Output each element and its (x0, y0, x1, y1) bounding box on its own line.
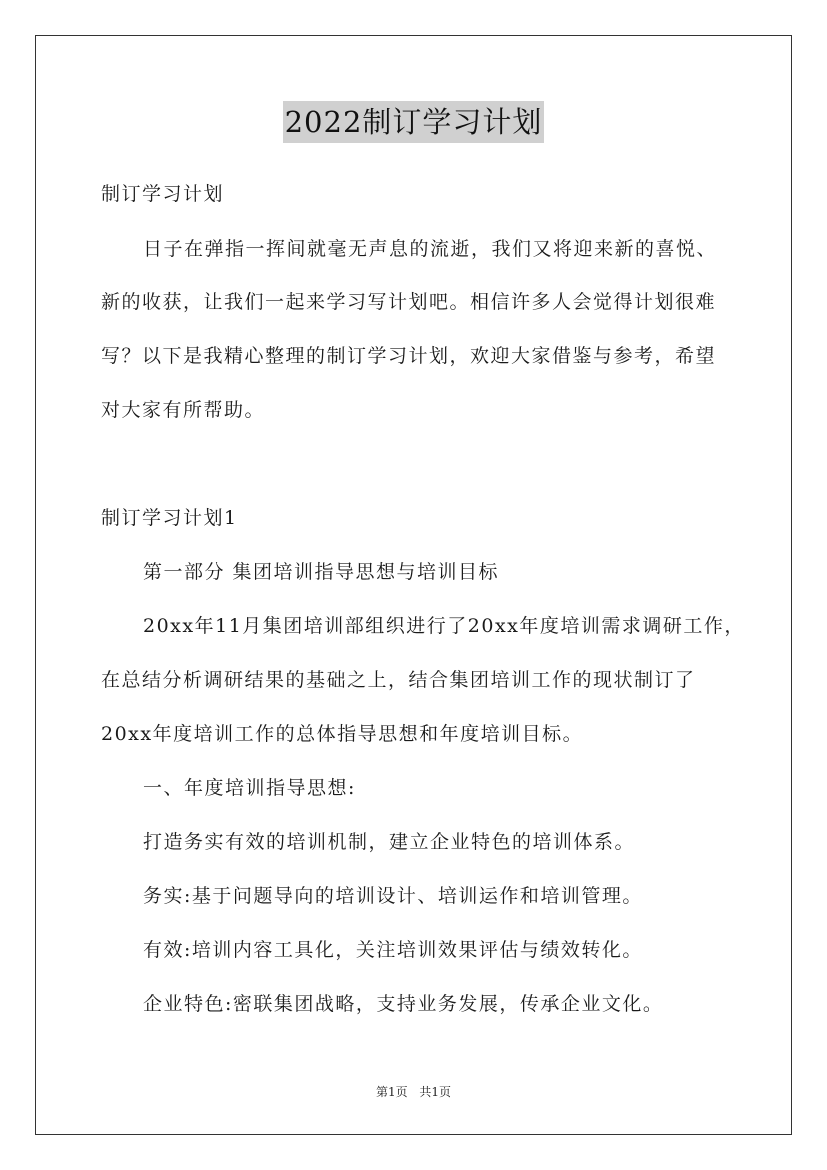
title-container (0, 101, 827, 143)
intro-line-4: 对大家有所帮助。 (101, 399, 266, 421)
document-subtitle: 制订学习计划 (101, 183, 225, 205)
document-title: 2022制订学习计划 (283, 101, 545, 143)
intro-line-3: 写？以下是我精心整理的制订学习计划，欢迎大家借鉴与参考，希望 (101, 345, 717, 367)
item-line-3: 有效:培训内容工具化，关注培训效果评估与绩效转化。 (143, 939, 643, 961)
item-line-4: 企业特色:密联集团战略，支持业务发展，传承企业文化。 (143, 993, 664, 1015)
para-line-1: 20xx年11月集团培训部组织进行了20xx年度培训需求调研工作， (143, 615, 745, 637)
page-number: 第1页 (375, 1085, 408, 1099)
part-heading: 第一部分 集团培训指导思想与培训目标 (143, 561, 500, 583)
para-line-2: 在总结分析调研结果的基础之上，结合集团培训工作的现状制订了 (101, 669, 696, 691)
item-heading: 一、年度培训指导思想: (143, 777, 356, 799)
intro-line-1: 日子在弹指一挥间就毫无声息的流逝，我们又将迎来新的喜悦、 (143, 238, 718, 260)
para-line-3: 20xx年度培训工作的总体指导思想和年度培训目标。 (101, 723, 584, 745)
intro-line-2: 新的收获，让我们一起来学习写计划吧。相信许多人会觉得计划很难 (101, 291, 717, 313)
item-line-2: 务实:基于问题导向的培训设计、培训运作和培训管理。 (143, 885, 643, 907)
page-footer (0, 1083, 827, 1100)
item-line-1: 打造务实有效的培训机制，建立企业特色的培训体系。 (143, 831, 636, 853)
section-heading: 制订学习计划1 (101, 507, 238, 529)
page-total: 共1页 (419, 1085, 452, 1099)
